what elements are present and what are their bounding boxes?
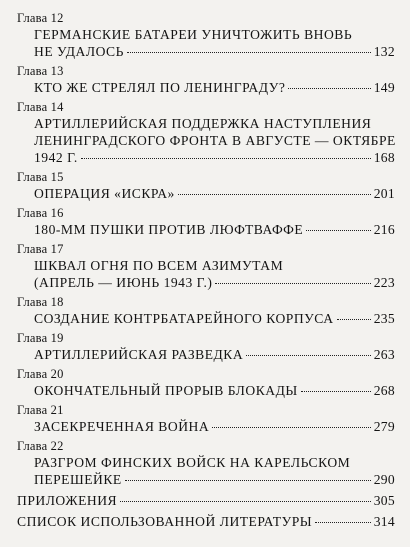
section-title-text: СПИСОК ИСПОЛЬЗОВАННОЙ ЛИТЕРАТУРЫ xyxy=(17,514,313,529)
page-number: 235 xyxy=(373,311,395,326)
dot-leader xyxy=(306,230,370,231)
chapter-number: Глава 14 xyxy=(17,100,64,114)
dot-leader xyxy=(246,355,371,356)
chapter-title-line: АРТИЛЛЕРИЙСКАЯ ПОДДЕРЖКА НАСТУПЛЕНИЯ xyxy=(34,116,372,131)
toc-entry-chapter-17 xyxy=(17,242,395,291)
chapter-title xyxy=(17,346,395,363)
toc-entry-chapter-14 xyxy=(17,100,395,166)
chapter-title xyxy=(17,79,395,96)
chapter-title xyxy=(17,310,395,327)
dot-leader xyxy=(337,319,371,320)
chapter-title xyxy=(17,418,395,435)
chapter-title-last-line xyxy=(34,471,395,488)
dot-leader xyxy=(127,52,371,53)
toc-entry-chapter-21 xyxy=(17,403,395,435)
chapter-title-last-line xyxy=(34,43,395,60)
page-number: 314 xyxy=(373,514,395,529)
page-number: 268 xyxy=(373,383,395,398)
chapter-title-line: ЛЕНИНГРАДСКОГО ФРОНТА В АВГУСТЕ — ОКТЯБРЕ xyxy=(34,133,396,148)
chapter-title xyxy=(17,221,395,238)
chapter-title-last-line xyxy=(34,418,395,435)
chapter-title-line: ГЕРМАНСКИЕ БАТАРЕИ УНИЧТОЖИТЬ ВНОВЬ xyxy=(34,27,353,42)
chapter-title-last-line xyxy=(34,221,395,238)
dot-leader xyxy=(81,158,371,159)
chapter-number: Глава 12 xyxy=(17,11,64,25)
section-title-line xyxy=(17,513,395,530)
toc-entry-chapter-22 xyxy=(17,439,395,488)
chapter-title-line: ПЕРЕШЕЙКЕ xyxy=(34,472,122,487)
chapter-title-line: РАЗГРОМ ФИНСКИХ ВОЙСК НА КАРЕЛЬСКОМ xyxy=(34,455,351,470)
toc-entry-appendices xyxy=(17,492,395,509)
toc-entry-chapter-18 xyxy=(17,295,395,327)
chapter-title xyxy=(17,115,395,166)
chapter-title-last-line xyxy=(34,346,395,363)
dot-leader xyxy=(288,88,370,89)
chapter-title xyxy=(17,454,395,488)
dot-leader xyxy=(178,194,371,195)
chapter-title-last-line xyxy=(34,274,395,291)
chapter-number: Глава 17 xyxy=(17,242,64,256)
chapter-number: Глава 13 xyxy=(17,64,64,78)
dot-leader xyxy=(120,501,371,502)
chapter-title-line: ОКОНЧАТЕЛЬНЫЙ ПРОРЫВ БЛОКАДЫ xyxy=(34,383,298,398)
chapter-title-line: НЕ УДАЛОСЬ xyxy=(34,44,124,59)
page-number: 223 xyxy=(373,275,395,290)
dot-leader xyxy=(125,480,371,481)
chapter-number: Глава 15 xyxy=(17,170,64,184)
chapter-title xyxy=(17,257,395,291)
chapter-title-last-line xyxy=(34,185,395,202)
page-number: 132 xyxy=(373,44,395,59)
chapter-title-line: ОПЕРАЦИЯ «ИСКРА» xyxy=(34,186,175,201)
section-title-text: ПРИЛОЖЕНИЯ xyxy=(17,493,118,508)
page-number: 149 xyxy=(373,80,395,95)
toc-entry-chapter-20 xyxy=(17,367,395,399)
dot-leader xyxy=(212,427,371,428)
chapter-title-line: (АПРЕЛЬ — ИЮНЬ 1943 Г.) xyxy=(34,275,213,290)
chapter-title-line: 180-ММ ПУШКИ ПРОТИВ ЛЮФТВАФФЕ xyxy=(34,222,304,237)
chapter-number: Глава 16 xyxy=(17,206,64,220)
chapter-title xyxy=(17,382,395,399)
chapter-title-line: КТО ЖЕ СТРЕЛЯЛ ПО ЛЕНИНГРАДУ? xyxy=(34,80,286,95)
chapter-title-last-line xyxy=(34,79,395,96)
section-title-line xyxy=(17,492,395,509)
toc-entry-chapter-19 xyxy=(17,331,395,363)
chapter-number: Глава 20 xyxy=(17,367,64,381)
section-title xyxy=(17,492,395,509)
chapter-title xyxy=(17,26,395,60)
page-number: 168 xyxy=(373,150,395,165)
section-title xyxy=(17,513,395,530)
chapter-number: Глава 21 xyxy=(17,403,64,417)
dot-leader xyxy=(315,522,371,523)
chapter-title-last-line xyxy=(34,310,395,327)
chapter-title-line: ЗАСЕКРЕЧЕННАЯ ВОЙНА xyxy=(34,419,210,434)
toc-entry-chapter-12 xyxy=(17,11,395,60)
chapter-title-line: АРТИЛЛЕРИЙСКАЯ РАЗВЕДКА xyxy=(34,347,244,362)
toc-entry-chapter-13 xyxy=(17,64,395,96)
chapter-number: Глава 19 xyxy=(17,331,64,345)
toc-entry-chapter-15 xyxy=(17,170,395,202)
chapter-title-line: СОЗДАНИЕ КОНТРБАТАРЕЙНОГО КОРПУСА xyxy=(34,311,334,326)
page-number: 290 xyxy=(373,472,395,487)
chapter-title-last-line xyxy=(34,149,395,166)
chapter-number: Глава 18 xyxy=(17,295,64,309)
chapter-title-line: ШКВАЛ ОГНЯ ПО ВСЕМ АЗИМУТАМ xyxy=(34,258,284,273)
toc-entry-bibliography xyxy=(17,513,395,530)
page-number: 279 xyxy=(373,419,395,434)
page-number: 305 xyxy=(373,493,395,508)
dot-leader xyxy=(301,391,371,392)
toc-entry-chapter-16 xyxy=(17,206,395,238)
chapter-title-line: 1942 Г. xyxy=(34,150,78,165)
table-of-contents xyxy=(17,11,395,534)
chapter-title-last-line xyxy=(34,382,395,399)
chapter-title xyxy=(17,185,395,202)
chapter-number: Глава 22 xyxy=(17,439,64,453)
page-number: 263 xyxy=(373,347,395,362)
page-number: 216 xyxy=(373,222,395,237)
dot-leader xyxy=(215,283,370,284)
page-number: 201 xyxy=(373,186,395,201)
